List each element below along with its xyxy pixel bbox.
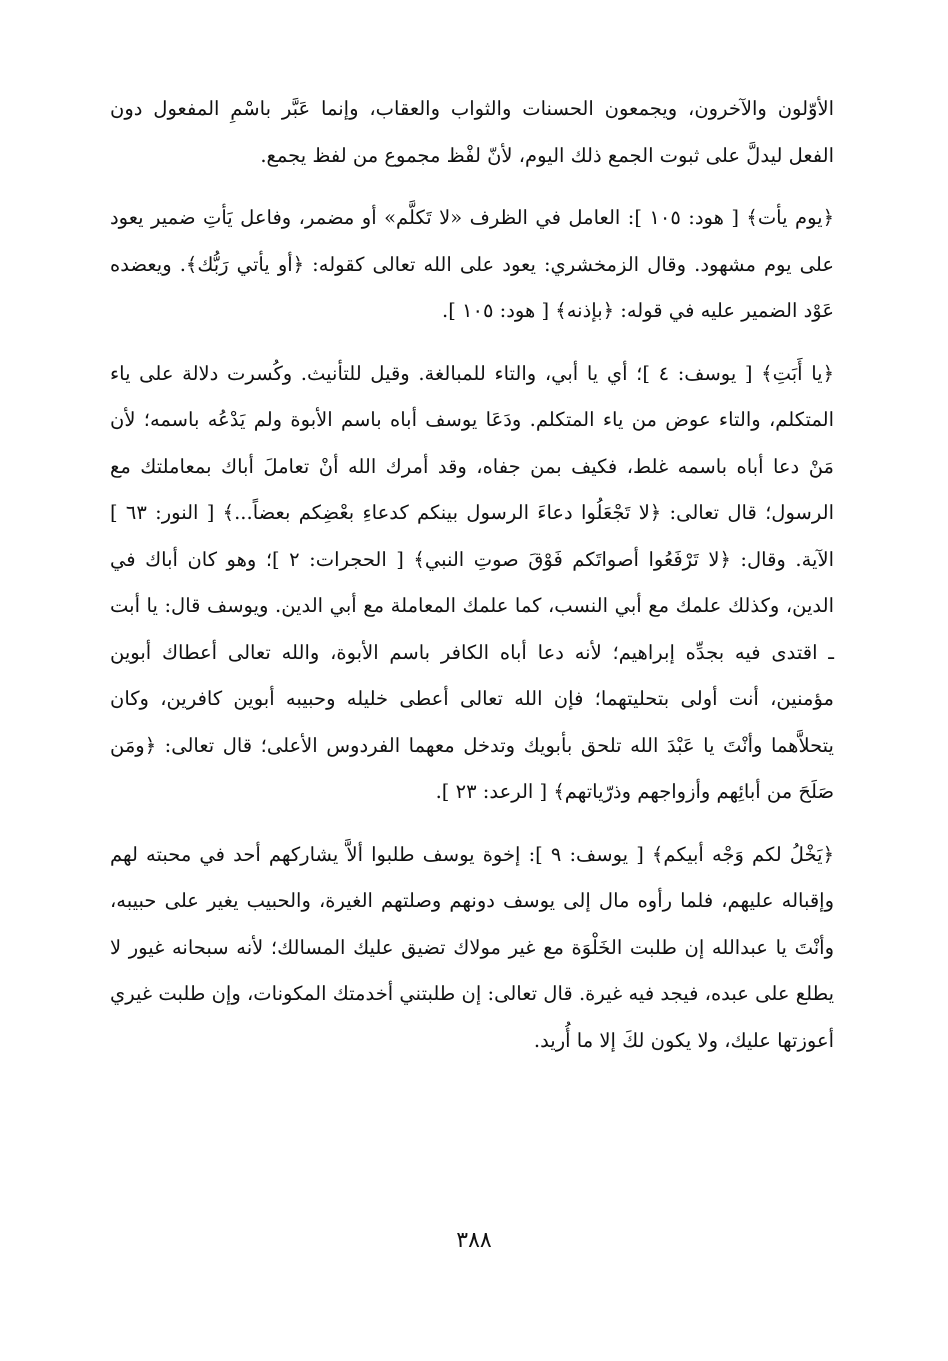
paragraph-4: ﴿يَخْلُ لكم وَجْه أبيكم﴾ [ يوسف: ٩ ]: إخوة يوسف طلبوا ألاَّ يشاركهم أحد في محبته لهم وإقباله عليهم، فلما رأوه مال إلى يوسف دونهم وصلتهم الغيرة، والحبيب يغير على حبيبه، وأنْتَ يا عبدالله إن طلبت الخَلْوَة مع غير مولاك تضيق عليك المسالك؛ لأنه سبحانه غيور لا يطلع على عبده، فيجد فيه غيرة. قال تعالى: إن طلبتني أخدمتك المكونات، وإن طلبت غيري أعوزتها عليك، ولا يكون لكَ إلا ما أُريد.: [110, 842, 834, 1052]
paragraph-3: ﴿يا أَبَتِ﴾ [ يوسف: ٤ ]؛ أي يا أبي، والتاء للمبالغة. وقيل للتأنيث. وكُسرت دلالة على ياء المتكلم، والتاء عوض من ياء المتكلم. ودَعَا يوسف أباه باسم الأبوة ولم يَدْعُه باسمه؛ لأن مَنْ دعا أباه باسمه غلط، فكيف بمن جفاه، وقد أمرك الله أنْ تعاملَ أباك بمعاملتك مع الرسول؛ قال تعالى: ﴿لا تَجْعَلُوا دعاءَ الرسول بينكم كدعاءِ بعْضِكم بعضاً...﴾ [ النور: ٦٣ ] الآية. وقال: ﴿لا تَرْفَعُوا أصواتَكم فَوْقَ صوتِ النبي﴾ [ الحجرات: ٢ ]؛ وهو كان أباك في الدين، وكذلك علمك مع أبي النسب، كما علمك المعاملة مع أبي الدين. ويوسف قال: يا أبت ـ اقتدى فيه بجدِّه إبراهيم؛ لأنه دعا أباه الكافر باسم الأبوة، والله تعالى أعطاك أبوين مؤمنين، أنت أولى بتحليتهما؛ فإن الله تعالى أعطى خليله وحبيبه أبوين كافرين، وكان يتحلاَّهما وأنْتَ يا عَبْدَ الله تلحق بأبويك وتدخل معهما الفردوس الأعلى؛ قال تعالى: ﴿ومَن صَلَحَ من أبائِهم وأزواجهم وذرّياتهم﴾ [ الرعد: ٢٣ ].: [110, 361, 835, 803]
body-text: [110, 86, 834, 1064]
paragraph-2: ﴿يوم يأت﴾ [ هود: ١٠٥ ]: العامل في الظرف «لا تَكلَّم» أو مضمر، وفاعل يَأتِ ضمير يعود على يوم مشهود. وقال الزمخشري: يعود على الله تعالى كقوله: ﴿أو يأتي رَبُّك﴾. ويعضده عَوْد الضمير عليه في قوله: ﴿بإذنه﴾ [ هود: ١٠٥ ].: [110, 206, 834, 322]
paragraph-1: الأوّلون والآخرون، ويجمعون الحسنات والثواب والعقاب، وإنما عَبَّر باسْمِ المفعول دون الفعل ليدلَّ على ثبوت الجمع ذلك اليوم، لأنّ لفْظ مجموع من لفظ يجمع.: [110, 97, 834, 167]
page-number: ٣٨٨: [456, 1228, 492, 1253]
